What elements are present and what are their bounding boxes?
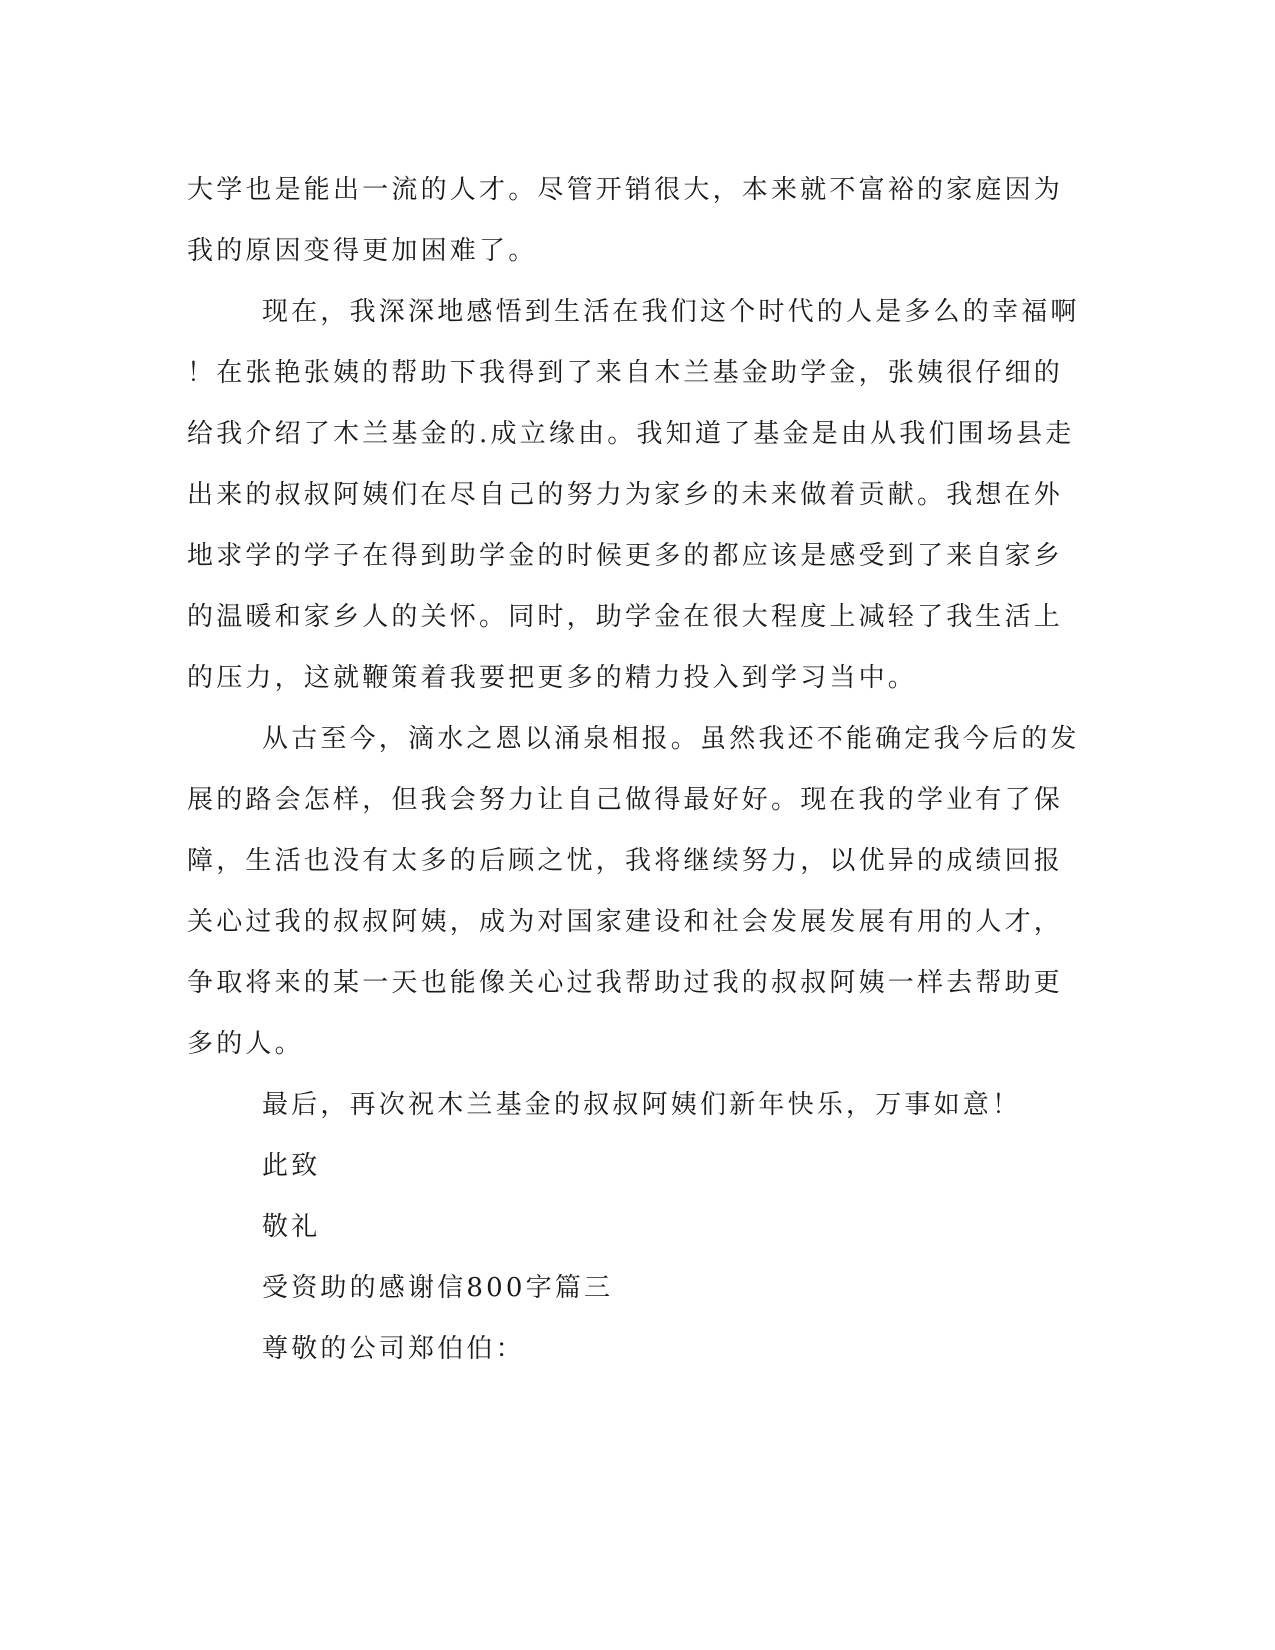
text-line: ！在张艳张姨的帮助下我得到了来自木兰基金助学金，张姨很仔细的 [187,358,1064,388]
salutation-cizhi: 此致 [262,1151,321,1181]
text-line: 展的路会怎样，但我会努力让自己做得最好好。现在我的学业有了保 [187,785,1064,815]
text-line: 从古至今，滴水之恩以涌泉相报。虽然我还不能确定我今后的发 [262,724,1080,754]
text-line: 的压力，这就鞭策着我要把更多的精力投入到学习当中。 [187,663,918,693]
letter-greeting: 尊敬的公司郑伯伯： [262,1334,525,1364]
text-line: 出来的叔叔阿姨们在尽自己的努力为家乡的未来做着贡献。我想在外 [187,480,1064,510]
text-line: 地求学的学子在得到助学金的时候更多的都应该是感受到了来自家乡 [187,541,1064,571]
text-line: 多的人。 [187,1029,304,1059]
paragraph-2 [187,282,1080,709]
text-line: 给我介绍了木兰基金的.成立缘由。我知道了基金是由从我们围场县走 [187,419,1075,449]
text-line: 我的原因变得更加困难了。 [187,236,538,266]
paragraph-4 [187,1075,1067,1136]
text-line: 障，生活也没有太多的后顾之忧，我将继续努力，以优异的成绩回报 [187,846,1064,876]
salutation-jingli: 敬礼 [262,1212,321,1242]
text-line: 最后，再次祝木兰基金的叔叔阿姨们新年快乐，万事如意！ [262,1090,1022,1120]
letter-closing [187,1136,1067,1380]
paragraph-1 [187,160,1067,282]
text-line: 的温暖和家乡人的关怀。同时，助学金在很大程度上减轻了我生活上 [187,602,1064,632]
text-line: 争取将来的某一天也能像关心过我帮助过我的叔叔阿姨一样去帮助更 [187,968,1064,998]
section-title: 受资助的感谢信800字篇三 [262,1273,614,1303]
text-line: 大学也是能出一流的人才。尽管开销很大，本来就不富裕的家庭因为 [187,175,1064,205]
text-line: 现在，我深深地感悟到生活在我们这个时代的人是多么的幸福啊 [262,297,1080,327]
paragraph-3 [187,709,1080,1075]
letter-body [187,160,1080,1380]
text-line: 关心过我的叔叔阿姨，成为对国家建设和社会发展发展有用的人才， [187,907,1064,937]
